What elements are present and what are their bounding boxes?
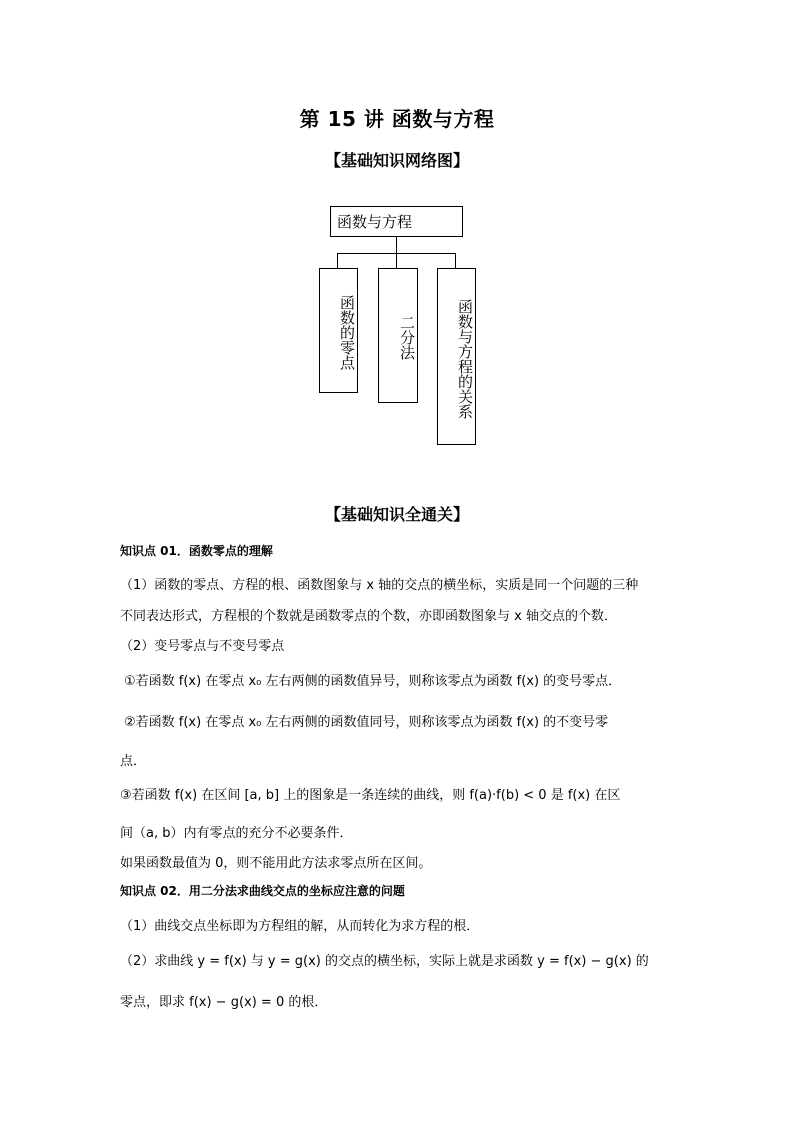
page-title: 第 15 讲 函数与方程 (299, 107, 495, 131)
knowledge-point-1-title: 知识点 01．函数零点的理解 (120, 544, 273, 558)
diagram-child-label: 函数的零点 (338, 295, 356, 370)
diagram-root-label: 函数与方程 (337, 213, 413, 231)
paragraph: （2）变号零点与不变号零点 (120, 639, 285, 654)
paragraph: 如果函数最值为 0，则不能用此方法求零点所在区间。 (120, 856, 432, 871)
paragraph: （2）求曲线 y = f(x) 与 y = g(x) 的交点的横坐标，实际上就是求函数 y = f(x) − g(x) 的 (120, 954, 649, 969)
connector-branch-2 (396, 253, 397, 268)
paragraph: 间（a, b）内有零点的充分不必要条件． (120, 826, 353, 841)
paragraph: 点． (120, 754, 147, 769)
connector-trunk (396, 236, 397, 253)
paragraph: （1）曲线交点坐标即为方程组的解，从而转化为求方程的根． (120, 919, 480, 934)
diagram-child-box-zeros (319, 268, 358, 393)
diagram-child-label: 函数与方程的关系 (456, 298, 474, 419)
paragraph: ②若函数 f(x) 在零点 x₀ 左右两侧的函数值同号，则称该零点为函数 f(x) 的不变号零 (124, 715, 609, 730)
diagram-root-box (330, 206, 463, 237)
paragraph: ③若函数 f(x) 在区间 [a, b] 上的图象是一条连续的曲线，则 f(a)·f(b) < 0 是 f(x) 在区 (120, 788, 621, 803)
overview-heading: 【基础知识全通关】 (324, 505, 469, 524)
paragraph: 零点，即求 f(x) − g(x) = 0 的根． (120, 995, 328, 1010)
diagram-child-label: 二分法 (398, 315, 416, 360)
paragraph: （1）函数的零点、方程的根、函数图象与 x 轴的交点的横坐标，实质是同一个问题的三种 (120, 578, 639, 593)
paragraph: ①若函数 f(x) 在零点 x₀ 左右两侧的函数值异号，则称该零点为函数 f(x) 的变号零点． (124, 674, 622, 689)
diagram-child-box-bisection (378, 268, 418, 403)
knowledge-point-2-title: 知识点 02．用二分法求曲线交点的坐标应注意的问题 (120, 884, 405, 898)
connector-branch-1 (337, 253, 338, 268)
diagram-child-box-relation (437, 268, 476, 445)
connector-branch-3 (455, 253, 456, 268)
paragraph: 不同表达形式，方程根的个数就是函数零点的个数，亦即函数图象与 x 轴交点的个数． (120, 609, 617, 624)
network-diagram-heading: 【基础知识网络图】 (324, 151, 469, 170)
